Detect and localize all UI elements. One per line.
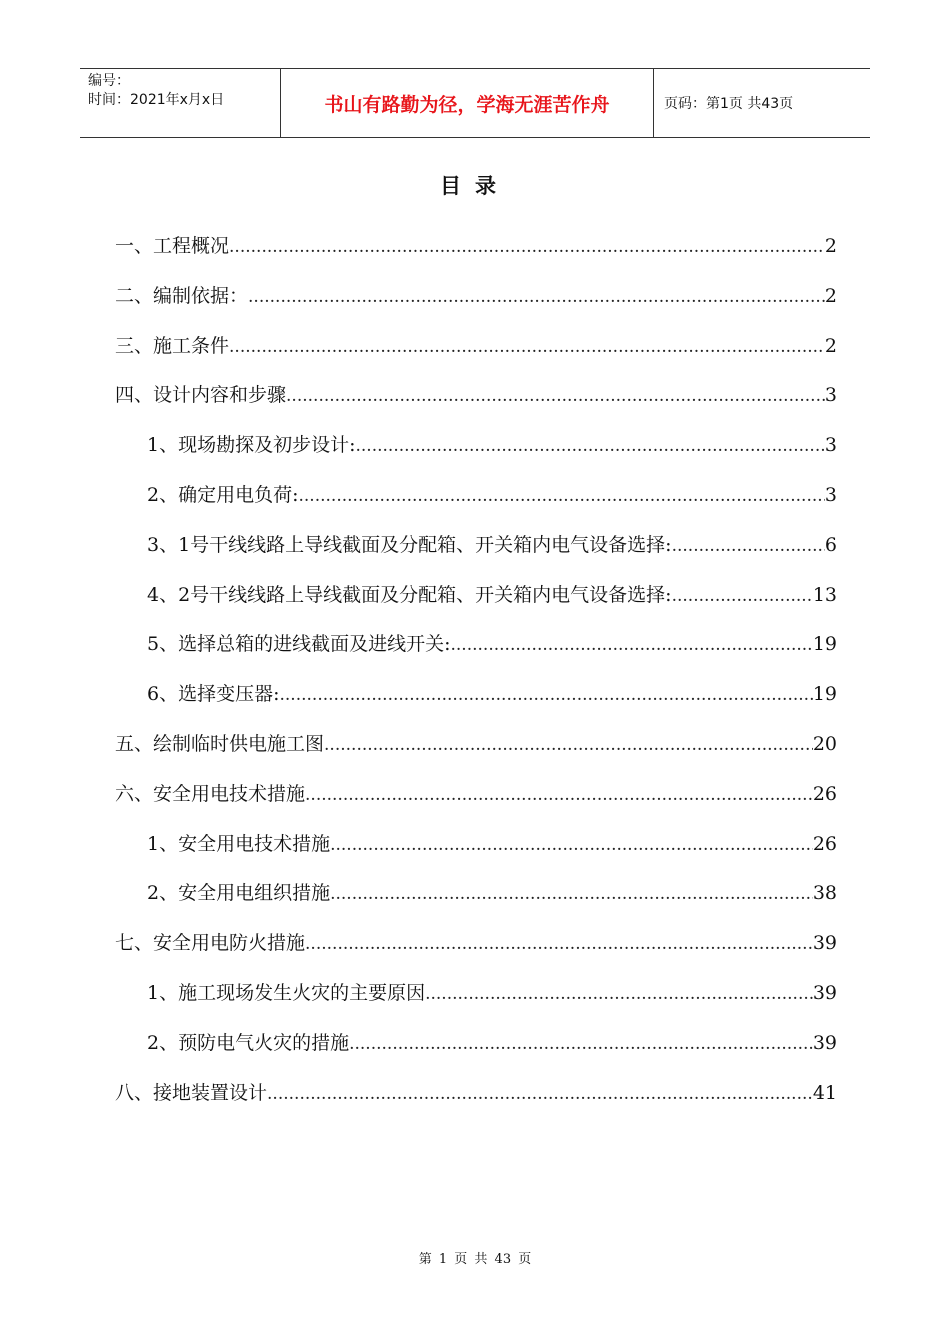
toc-entry-page: 38 xyxy=(812,882,837,905)
toc-entry-text: 2、确定用电负荷: xyxy=(147,483,299,506)
header-meta xyxy=(80,69,281,137)
toc-entry-text: 二、编制依据： xyxy=(115,284,249,307)
toc-leader-dots xyxy=(356,436,825,456)
toc-entry-page: 41 xyxy=(812,1081,837,1104)
toc-entry-page: 39 xyxy=(812,981,837,1004)
toc-entry-page: 2 xyxy=(824,334,837,357)
toc-leader-dots xyxy=(299,486,825,506)
toc-leader-dots xyxy=(248,287,825,307)
toc-entry[interactable] xyxy=(115,779,837,829)
toc-entry-page: 20 xyxy=(812,732,837,755)
toc-leader-dots xyxy=(425,984,813,1004)
toc-entry[interactable] xyxy=(115,679,837,729)
toc-entry-text: 1、安全用电技术措施 xyxy=(147,832,331,855)
toc-entry-page: 19 xyxy=(812,683,837,706)
toc-entry-page: 3 xyxy=(824,384,837,407)
toc-entry[interactable] xyxy=(115,380,837,430)
toc-leader-dots xyxy=(349,1034,813,1054)
toc-leader-dots xyxy=(330,884,813,904)
toc-entry-text: 1、现场勘探及初步设计: xyxy=(147,434,356,457)
toc-entry[interactable] xyxy=(115,430,837,480)
toc-entry-page: 19 xyxy=(812,633,837,656)
toc-entry[interactable] xyxy=(115,331,837,381)
toc-entry-page: 6 xyxy=(824,533,837,556)
toc-title: 目录 xyxy=(440,174,510,198)
toc-entry-page: 2 xyxy=(824,235,837,257)
toc-entry[interactable] xyxy=(115,480,837,530)
toc-entry[interactable] xyxy=(115,829,837,879)
toc-leader-dots xyxy=(286,386,825,406)
toc-entry[interactable] xyxy=(115,1078,837,1128)
document-number-label: 编号： xyxy=(88,73,130,89)
header-motto: 书山有路勤为径，学海无涯苦作舟 xyxy=(281,69,654,137)
toc-entry[interactable] xyxy=(115,530,837,580)
table-of-contents xyxy=(115,231,837,1127)
toc-entry-text: 5、选择总箱的进线截面及进线开关: xyxy=(147,633,451,656)
toc-entry[interactable] xyxy=(115,1028,837,1078)
toc-entry-page: 2 xyxy=(824,284,837,307)
toc-leader-dots xyxy=(229,237,825,257)
toc-entry-page: 39 xyxy=(812,932,837,955)
toc-entry-page: 13 xyxy=(812,583,837,606)
toc-entry-page: 3 xyxy=(824,483,837,506)
toc-entry-page: 26 xyxy=(812,782,837,805)
toc-entry-text: 六、安全用电技术措施 xyxy=(115,782,306,805)
toc-entry-text: 一、工程概况 xyxy=(115,235,230,257)
toc-entry-text: 6、选择变压器: xyxy=(147,683,280,706)
toc-entry[interactable] xyxy=(115,231,837,281)
toc-entry[interactable] xyxy=(115,928,837,978)
toc-leader-dots xyxy=(672,536,825,556)
toc-leader-dots xyxy=(330,835,813,855)
toc-entry-text: 三、施工条件 xyxy=(115,334,230,357)
toc-entry-page: 26 xyxy=(812,832,837,855)
toc-entry-text: 八、接地装置设计 xyxy=(115,1081,268,1104)
toc-leader-dots xyxy=(324,735,813,755)
toc-entry[interactable] xyxy=(115,281,837,331)
toc-entry-text: 2、安全用电组织措施 xyxy=(147,882,331,905)
toc-entry-text: 五、绘制临时供电施工图 xyxy=(115,732,325,755)
toc-leader-dots xyxy=(451,635,813,655)
toc-leader-dots xyxy=(229,337,825,357)
toc-entry[interactable] xyxy=(115,729,837,779)
toc-leader-dots xyxy=(280,685,813,705)
toc-entry-text: 2、预防电气火灾的措施 xyxy=(147,1031,350,1054)
toc-leader-dots xyxy=(305,785,813,805)
header-table xyxy=(80,68,870,138)
toc-entry[interactable] xyxy=(115,629,837,679)
toc-leader-dots xyxy=(305,934,813,954)
toc-entry-text: 1、施工现场发生火灾的主要原因 xyxy=(147,981,426,1004)
toc-entry[interactable] xyxy=(115,580,837,630)
toc-leader-dots xyxy=(267,1084,813,1104)
page-footer: 第 1 页 共 43 页 xyxy=(418,1252,532,1267)
toc-entry-text: 4、2号干线线路上导线截面及分配箱、开关箱内电气设备选择: xyxy=(147,583,672,606)
toc-entry-page: 39 xyxy=(812,1031,837,1054)
toc-entry-text: 七、安全用电防火措施 xyxy=(115,932,306,955)
toc-entry-page: 3 xyxy=(824,434,837,457)
toc-entry-text: 3、1号干线线路上导线截面及分配箱、开关箱内电气设备选择: xyxy=(147,533,672,556)
toc-leader-dots xyxy=(672,586,813,606)
toc-entry-text: 四、设计内容和步骤 xyxy=(115,384,287,407)
document-time-label: 时间：2021年x月x日 xyxy=(88,92,225,108)
header-page-info: 页码：第1页 共43页 xyxy=(664,96,794,112)
toc-entry[interactable] xyxy=(115,978,837,1028)
toc-entry[interactable] xyxy=(115,878,837,928)
